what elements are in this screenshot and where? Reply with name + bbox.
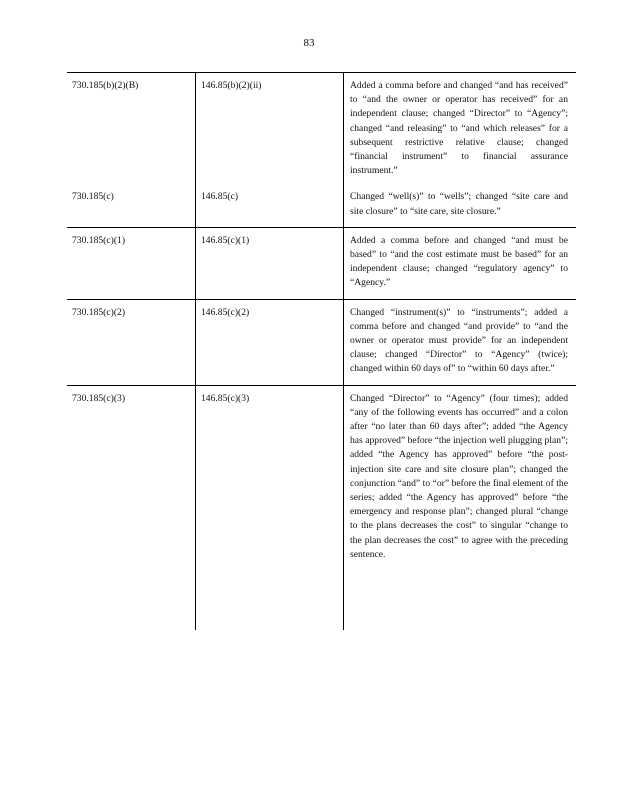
new-section-cell: 146.85(c)(1)	[196, 227, 344, 299]
new-section-cell: 146.85(c)	[196, 186, 344, 227]
section-cell: 730.185(c)(2)	[72, 306, 126, 318]
description-cell: Changed “well(s)” to “wells”; changed “site care and site closure” to “site care, site closure.”	[344, 186, 577, 227]
new-section-cell: 146.85(c)(2)	[196, 299, 344, 385]
table-row	[67, 299, 576, 385]
section-cell: 730.185(c)	[72, 191, 114, 203]
description-cell: Changed “Director” to “Agency” (four times); added “any of the following events has occurred” and a colon after “no later than 60 days after”; added “the Agency has approved” before “the injection well plugging plan”; added “the Agency has approved” before “the post-injection site care and site closure plan”; changed the conjunction “and” to “or” before the final element of the series; added “the Agency has approved” before “the emergency and response plan”; changed plural “change to the plans decreases the cost” to singular “change to the plan decreases the cost” to agree with the preceding sentence.	[344, 385, 577, 630]
description-cell: Added a comma before and changed “and has received” to “and the owner or operator has received” for an independent clause; changed “Director” to “Agency”; changed “and releasing” to “and which releases” for a subsequent restrictive relative clause; changed “financial instrument” to financial assurance instrument.”	[344, 73, 577, 187]
amendments-table	[67, 72, 576, 630]
table-row	[67, 385, 576, 630]
page-number: 83	[303, 37, 315, 49]
table-row	[67, 73, 576, 187]
new-section-cell: 146.85(c)(3)	[196, 385, 344, 630]
section-cell: 730.185(b)(2)(B)	[72, 80, 139, 91]
section-cell: 730.185(c)(1)	[72, 234, 126, 246]
description-cell: Added a comma before and changed “and must be based” to “and the cost estimate must be based” for an independent clause; changed “regulatory agency” to “Agency.”	[344, 227, 577, 299]
new-section-cell: 146.85(b)(2)(ii)	[196, 73, 344, 187]
description-cell: Changed “instrument(s)” to “instruments”; added a comma before and changed “and provide” to “and the owner or operator must provide” for an independent clause; changed “Director” to “Agency” (twice); changed within 60 days of” to “within 60 days after.”	[344, 299, 577, 385]
section-cell: 730.185(c)(3)	[72, 392, 126, 404]
table-row	[67, 227, 576, 299]
table-row	[67, 186, 576, 227]
